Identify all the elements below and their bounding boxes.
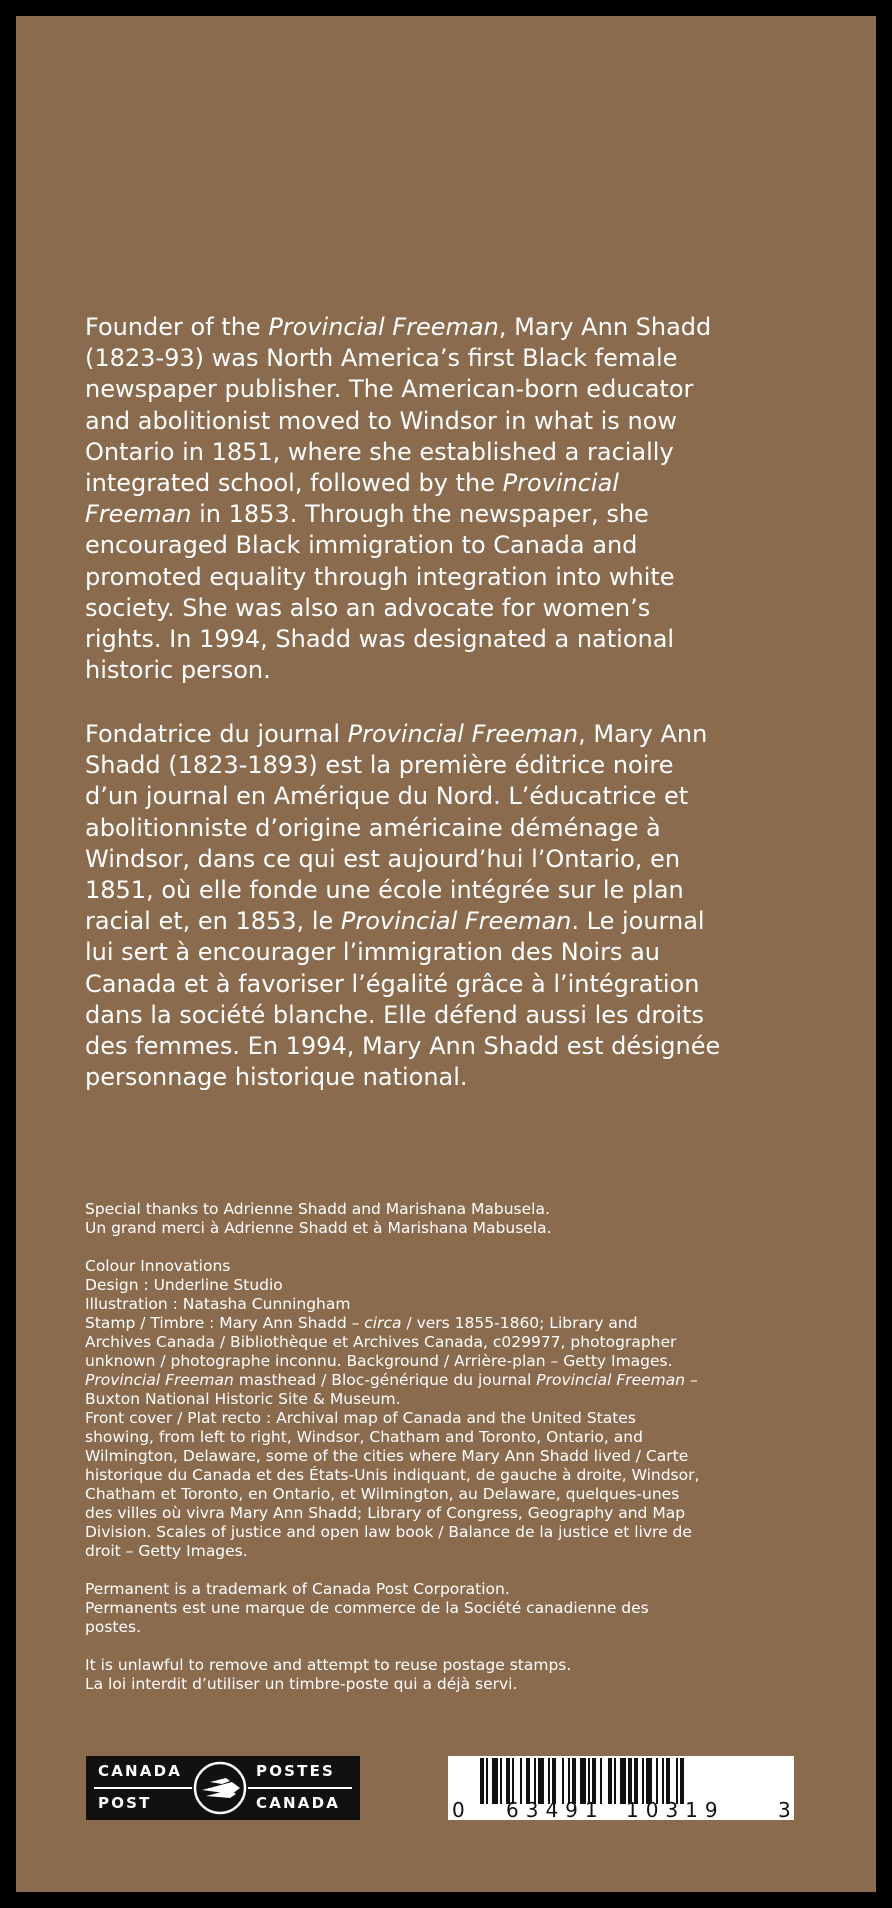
barcode-digit-check: 3 [778,1798,791,1822]
trademark-notice: Permanent is a trademark of Canada Post Corporation. Permanents est une marque de commerce de la Société canadienne des postes. [85,1580,649,1636]
upc-barcode [448,1756,794,1820]
barcode-bar [492,1758,498,1804]
production-credits [85,1257,705,1561]
logo-postes: POSTES [256,1762,336,1780]
credits-block [85,1200,705,1713]
french-description [85,719,725,1093]
thanks-en: Special thanks to Adrienne Shadd and Marishana Mabusela. [85,1200,550,1218]
newspaper-title: Provincial Freeman [347,720,579,748]
colour-credit: Colour Innovations [85,1257,231,1275]
barcode-bar [500,1758,502,1804]
english-description [85,312,725,686]
barcode-bar [480,1758,484,1804]
barcode-digits-right: 10319 [626,1798,725,1822]
french-paragraph: Fondatrice du journal Provincial Freeman, Mary Ann Shadd (1823-1893) est la première éditrice noire d’un journal en Amérique du Nord. L’éducatrice et abolitionniste d’origine américaine déménage à Windsor, dans ce qui est aujourd’hui l’Ontario, en 1851, où elle fonde une école intégrée sur le plan racial et, en 1853, le Provincial Freeman. Le journal lui sert à encourager l’immigration des Noirs au Canada et à favoriser l’égalité grâce à l’intégration dans la société blanche. Elle défend aussi les droits des femmes. En 1994, Mary Ann Shadd est désignée personnage historique national. [85,720,721,1092]
canada-post-logo [86,1756,360,1820]
barcode-digits-left: 63491 [506,1798,605,1822]
barcode-bar [486,1758,488,1804]
illustration-credit: Illustration : Natasha Cunningham [85,1295,351,1313]
booklet-back-panel [16,16,876,1892]
newspaper-title: Provincial Freeman [85,469,619,529]
newspaper-title: Provincial Freeman [340,907,572,936]
legal-notice: It is unlawful to remove and attempt to reuse postage stamps. La loi interdit d’utiliser un timbre-poste qui a déjà servi. [85,1656,572,1693]
barcode-bars [448,1758,794,1804]
design-credit: Design : Underline Studio [85,1276,283,1294]
logo-post: POST [98,1794,152,1812]
stamp-credit: Stamp / Timbre : Mary Ann Shadd – circa / vers 1855-1860; Library and Archives Canada / Bibliothèque et Archives Canada, c029977, photographer unknown / photographe inconnu. Background / Arrière-plan – Getty Images. Provincial Freeman masthead / Bloc-générique du journal Provincial Freeman – Buxton National Historic Site & Museum. [85,1314,698,1408]
barcode-bar [614,1758,616,1804]
logo-canada-top: CANADA [98,1762,183,1780]
english-paragraph: Founder of the Provincial Freeman, Mary Ann Shadd (1823-93) was North America’s first Black female newspaper publisher. The American-born educator and abolitionist moved to Windsor in what is now Ontario in 1851, where she established a racially integrated school, followed by the Provincial Freeman in 1853. Through the newspaper, she encouraged Black immigration to Canada and promoted equality through integration into white society. She was also an advocate for women’s rights. In 1994, Shadd was designated a national historic person. [85,313,712,685]
logo-canada-bottom: CANADA [256,1794,341,1812]
barcode-digit-first: 0 [452,1798,465,1822]
cover-credit: Front cover / Plat recto : Archival map of Canada and the United States showing, from left to right, Windsor, Chatham and Toronto, Ontario, and Wilmington, Delaware, some of the cities where Mary Ann Shadd lived / Carte historique du Canada et des États-Unis indiquant, de gauche à droite, Windsor, Chatham et Toronto, en Ontario, et Wilmington, au Delaware, quelques-unes des villes où vivra Mary Ann Shadd; Library of Congress, Geography and Map Division. Scales of justice and open law book / Balance de la justice et livre de droit – Getty Images. [85,1409,700,1560]
canada-post-emblem-icon [192,1760,248,1816]
thanks-fr: Un grand merci à Adrienne Shadd et à Marishana Mabusela. [85,1219,552,1237]
thanks [85,1200,705,1238]
barcode-bar [608,1758,612,1804]
newspaper-title: Provincial Freeman [268,313,499,341]
